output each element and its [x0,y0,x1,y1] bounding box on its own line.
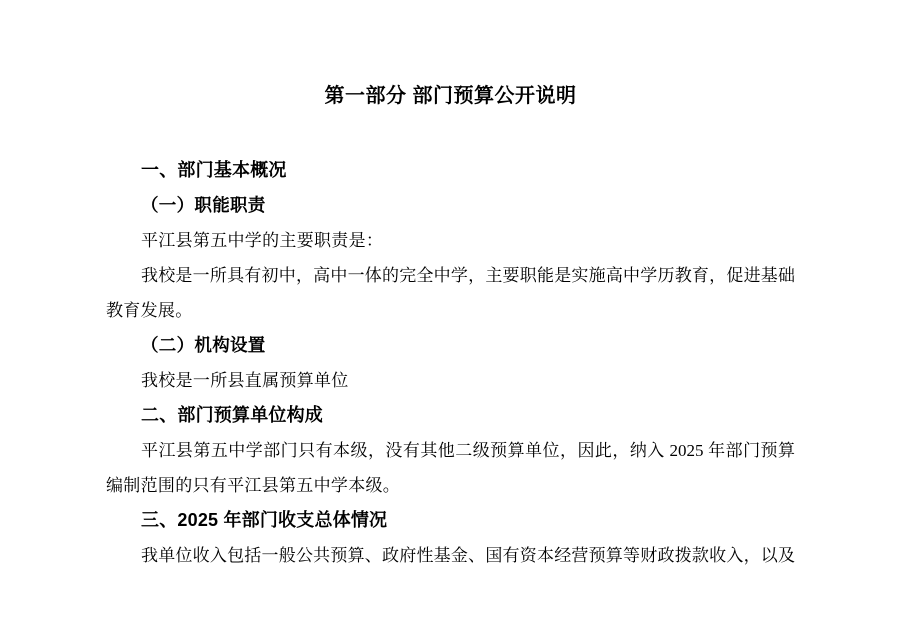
heading-section-3: 三、2025 年部门收支总体情况 [141,510,388,530]
paragraph-line: 教育发展。 [106,301,193,320]
heading-subsection-1-2: （二）机构设置 [141,335,266,355]
document-title: 第一部分 部门预算公开说明 [324,85,577,107]
document-body [106,153,795,573]
paragraph-line: 平江县第五中学的主要职责是： [141,231,384,250]
paragraph-line: 平江县第五中学部门只有本级，没有其他二级预算单位，因此，纳入 2025 年部门预算 [141,441,795,460]
paragraph-line: 我校是一所具有初中，高中一体的完全中学，主要职能是实施高中学历教育，促进基础 [141,266,795,285]
heading-subsection-1-1: （一）职能职责 [141,195,266,215]
paragraph-line: 我校是一所县直属预算单位 [141,371,349,390]
heading-section-1: 一、部门基本概况 [141,160,287,180]
paragraph-line: 编制范围的只有平江县第五中学本级。 [106,476,401,495]
heading-section-2: 二、部门预算单位构成 [141,405,323,425]
paragraph-line: 我单位收入包括一般公共预算、政府性基金、国有资本经营预算等财政拨款收入，以及 [141,546,795,565]
